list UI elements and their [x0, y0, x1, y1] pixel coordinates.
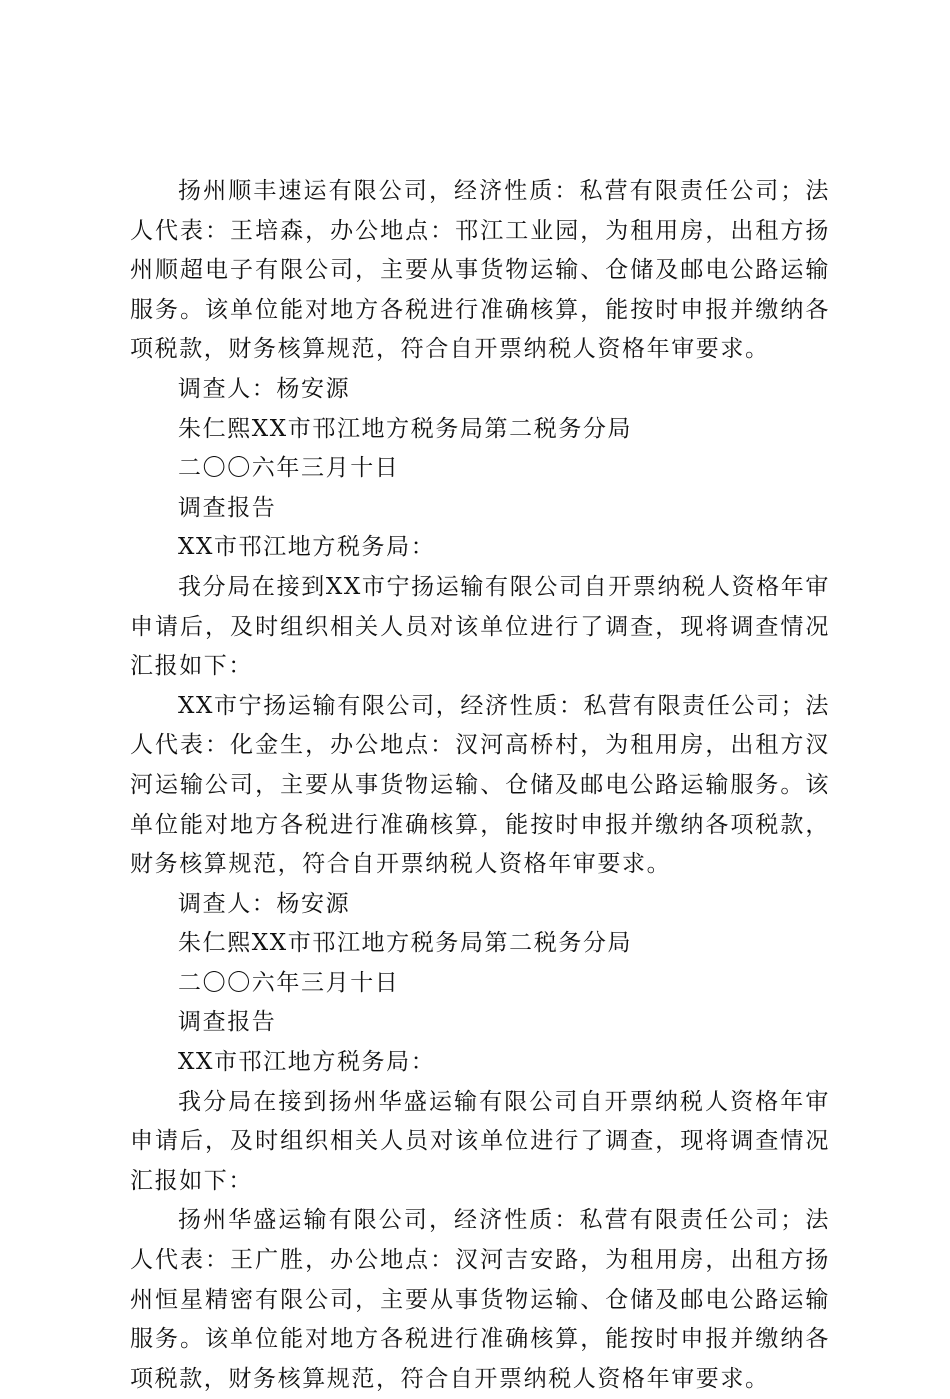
- report-2-issuer: 朱仁熙XX市邗江地方税务局第二税务分局: [178, 930, 633, 957]
- report-3-intro-paragraph: 我分局在接到扬州华盛运输有限公司自开票纳税人资格年审申请后，及时组织相关人员对该单位进行了调查，现将调查情况汇报如下：: [130, 1088, 830, 1194]
- report-2-title: 调查报告: [178, 494, 277, 521]
- report-3-title: 调查报告: [178, 1009, 277, 1036]
- report-2-intro-paragraph: 我分局在接到XX市宁扬运输有限公司自开票纳税人资格年审申请后，及时组织相关人员对该单位进行了调查，现将调查情况汇报如下：: [130, 573, 830, 680]
- report-2-date: 二〇〇六年三月十日: [178, 969, 400, 996]
- document-body: [130, 172, 830, 1399]
- report-1-findings-paragraph: 扬州顺丰速运有限公司，经济性质：私营有限责任公司；法人代表：王培森，办公地点：邗江工业园，为租用房，出租方扬州顺超电子有限公司，主要从事货物运输、仓储及邮电公路运输服务。该单位能对地方各税进行准确核算，能按时申报并缴纳各项税款，财务核算规范，符合自开票纳税人资格年审要求。: [130, 178, 830, 363]
- report-2-investigator: 调查人：杨安源: [178, 890, 351, 917]
- report-2-addressee: XX市邗江地方税务局：: [178, 534, 436, 561]
- report-2-findings-paragraph: XX市宁扬运输有限公司，经济性质：私营有限责任公司；法人代表：化金生，办公地点：汊河高桥村，为租用房，出租方汊河运输公司，主要从事货物运输、仓储及邮电公路运输服务。该单位能对地方各税进行准确核算，能按时申报并缴纳各项税款，财务核算规范，符合自开票纳税人资格年审要求。: [130, 692, 830, 878]
- report-3-findings-paragraph: 扬州华盛运输有限公司，经济性质：私营有限责任公司；法人代表：王广胜，办公地点：汊河吉安路，为租用房，出租方扬州恒星精密有限公司，主要从事货物运输、仓储及邮电公路运输服务。该单位能对地方各税进行准确核算，能按时申报并缴纳各项税款，财务核算规范，符合自开票纳税人资格年审要求。: [130, 1207, 830, 1392]
- report-1-issuer: 朱仁熙XX市邗江地方税务局第二税务分局: [178, 415, 633, 442]
- report-1-investigator: 调查人：杨安源: [178, 375, 351, 402]
- report-3-addressee: XX市邗江地方税务局：: [178, 1049, 436, 1076]
- report-1-date: 二〇〇六年三月十日: [178, 455, 400, 482]
